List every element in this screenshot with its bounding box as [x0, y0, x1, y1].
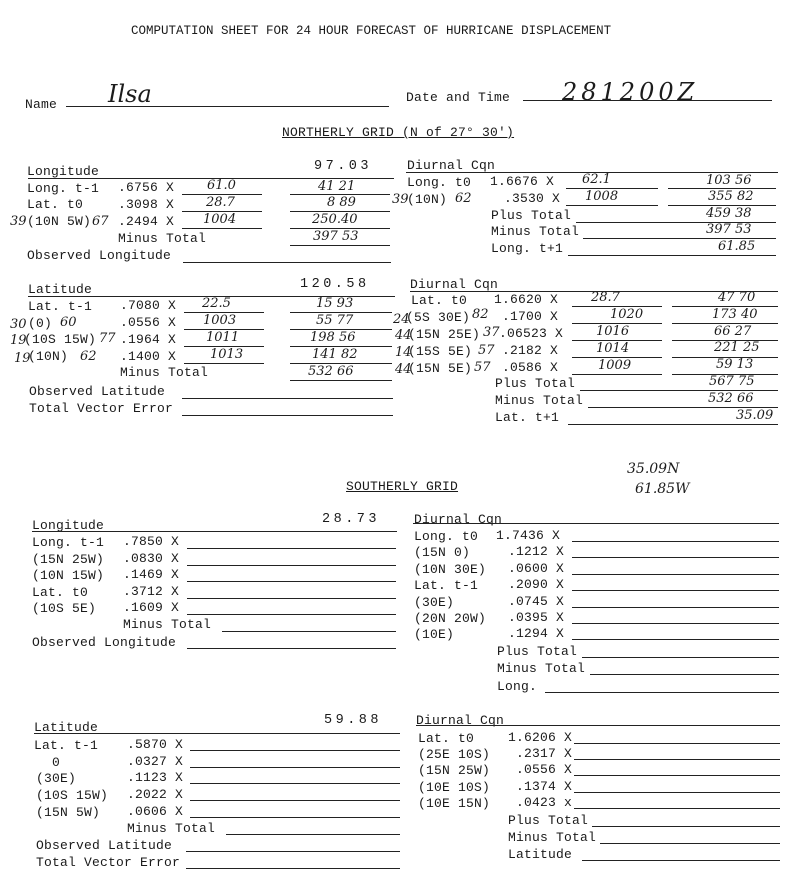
north-lon-diurnal-row0-label: Long. t0 — [407, 175, 472, 190]
south-lon-diurnal-row5-field[interactable] — [572, 623, 779, 624]
north-lat-row3-coef: .1400 X — [120, 349, 177, 364]
south-lon-diurnal-row2-coef: .0600 X — [508, 561, 565, 576]
south-lon-diurnal-row4-field[interactable] — [572, 607, 779, 608]
north-lat-row1-label: (0) — [28, 316, 53, 331]
south-lon-row1-field[interactable] — [187, 565, 396, 566]
north-lon-diurnal-minus-label: Minus Total — [491, 224, 580, 239]
south-lat-row1-coef: .0327 X — [127, 754, 184, 769]
north-lon-row0-product: 41 21 — [318, 179, 356, 194]
north-lat-diurnal-result-value: 35.09 — [736, 408, 774, 423]
north-lat-diurnal-row3-pre: 14 — [395, 345, 412, 360]
south-lon-diurnal-row1-coef: .1212 X — [508, 544, 565, 559]
north-lon-diurnal-result-label: Long. t+1 — [491, 241, 564, 256]
south-lon-diurnal-row4-label: (30E) — [414, 595, 455, 610]
south-lat-diurnal-row1-field[interactable] — [574, 759, 780, 760]
south-lat-diurnal-row0-coef: 1.6206 X — [508, 730, 573, 745]
north-lon-const: 97.03 — [314, 159, 373, 174]
north-lat-diurnal-result-label: Lat. t+1 — [495, 410, 560, 425]
north-lon-row1-product: 8 89 — [327, 195, 356, 210]
north-lat-diurnal-result-field[interactable] — [568, 424, 778, 425]
north-lat-diurnal-row4-value-field[interactable] — [572, 374, 662, 375]
north-lat-row1-post: 60 — [60, 315, 77, 330]
south-lon-row2-label: (10N 15W) — [32, 568, 105, 583]
north-lon-diurnal-result-field[interactable] — [568, 255, 776, 256]
north-lat-minus-field[interactable] — [290, 380, 392, 381]
south-lat-row3-label: (10S 15W) — [36, 788, 109, 803]
south-lat-row3-field[interactable] — [190, 800, 400, 801]
south-lat-diurnal-row2-label: (15N 25W) — [418, 763, 491, 778]
north-lat-row0-coef: .7080 X — [120, 298, 177, 313]
north-lat-diurnal-row3-label: (15S 5E) — [408, 344, 473, 359]
south-lon-row4-label: (10S 5E) — [32, 601, 97, 616]
south-lat-diurnal-result-label: Latitude — [508, 847, 573, 862]
south-lon-diurnal-row1-field[interactable] — [572, 557, 779, 558]
north-lon-diurnal-row0-value: 62.1 — [582, 172, 611, 187]
south-lon-diurnal-row6-coef: .1294 X — [508, 626, 565, 641]
north-lat-observed-label: Observed Latitude — [29, 384, 166, 399]
north-lat-diurnal-head: Diurnal Cqn — [410, 277, 499, 292]
south-lon-diurnal-row3-coef: .2090 X — [508, 577, 565, 592]
north-lat-row3-label: (10N) — [28, 349, 69, 364]
date-label: Date and Time — [406, 90, 511, 105]
south-lon-diurnal-row0-label: Long. t0 — [414, 529, 479, 544]
south-grid-title: SOUTHERLY GRID — [346, 479, 459, 494]
north-lat-diurnal-row3-coef: .2182 X — [502, 343, 559, 358]
north-lon-diurnal-minus-value: 397 53 — [706, 222, 752, 237]
south-lon-diurnal-result-label: Long. — [497, 679, 538, 694]
north-lon-head: Longitude — [27, 164, 100, 179]
south-lat-row1-label: 0 — [52, 755, 61, 770]
south-lon-row3-label: Lat. t0 — [32, 585, 89, 600]
south-lat-row3-coef: .2022 X — [127, 787, 184, 802]
north-lat-minus-value: 532 66 — [308, 364, 354, 379]
south-lon-diurnal-row0-coef: 1.7436 X — [496, 528, 561, 543]
south-lat-diurnal-row1-label: (25E 10S) — [418, 747, 491, 762]
north-lat-row3-value: 1013 — [210, 347, 244, 362]
north-lon-row0-value: 61.0 — [207, 178, 236, 193]
south-lat-const: 59.88 — [324, 713, 383, 728]
south-lon-diurnal-row5-coef: .0395 X — [508, 610, 565, 625]
north-grid-title: NORTHERLY GRID (N of 27° 30') — [282, 125, 515, 140]
south-lat-diurnal-row0-label: Lat. t0 — [418, 731, 475, 746]
south-lat-diurnal-row4-coef: .0423 x — [516, 795, 573, 810]
south-lat-tve-field[interactable] — [186, 868, 400, 869]
north-lat-diurnal-row2-product: 66 27 — [714, 324, 752, 339]
south-lat-diurnal-minus-field[interactable] — [600, 843, 780, 844]
north-lon-diurnal-row0-coef: 1.6676 X — [490, 174, 555, 189]
north-lon-row2-product: 250.40 — [312, 212, 358, 227]
south-lat-row0-field[interactable] — [190, 750, 400, 751]
south-lat-row4-label: (15N 5W) — [36, 805, 101, 820]
north-lat-diurnal-row2-post: 37 — [483, 325, 500, 340]
south-lon-diurnal-plus-label: Plus Total — [497, 644, 578, 659]
north-lat-row3-post: 62 — [80, 349, 97, 364]
north-lat-diurnal-row4-coef: .0586 X — [502, 360, 559, 375]
north-lat-diurnal-row1-pre: 24 — [393, 312, 410, 327]
north-lon-diurnal-head: Diurnal Cqn — [407, 158, 496, 173]
south-lon-diurnal-minus-field[interactable] — [590, 674, 779, 675]
north-lon-observed-field[interactable] — [183, 262, 391, 263]
south-lat-row4-field[interactable] — [190, 817, 400, 818]
south-lon-diurnal-row6-label: (10E) — [414, 627, 455, 642]
south-lat-minus-label: Minus Total — [127, 821, 216, 836]
south-lon-row0-coef: .7850 X — [123, 534, 180, 549]
north-lat-diurnal-row1-label: (5S 30E) — [406, 310, 471, 325]
date-field[interactable] — [523, 100, 772, 101]
north-lat-diurnal-row4-value: 1009 — [598, 358, 632, 373]
north-lat-diurnal-row0-value: 28.7 — [591, 290, 620, 305]
north-lat-row0-label: Lat. t-1 — [28, 299, 93, 314]
north-lat-head: Latitude — [28, 282, 93, 297]
position-note-lon: 61.85W — [635, 481, 690, 497]
north-lat-diurnal-row2-value: 1016 — [596, 324, 630, 339]
south-lat-diurnal-plus-label: Plus Total — [508, 813, 589, 828]
south-lat-row2-coef: .1123 X — [127, 770, 184, 785]
north-lon-diurnal-row1-pre: 39 — [392, 192, 409, 207]
north-lat-row0-value: 22.5 — [202, 296, 231, 311]
south-lat-diurnal-row1-coef: .2317 X — [516, 746, 573, 761]
north-lon-row2-post: 67 — [92, 214, 109, 229]
north-lat-diurnal-row1-product: 173 40 — [712, 307, 758, 322]
south-lon-diurnal-head-line — [413, 523, 779, 524]
south-lon-diurnal-row5-label: (20N 20W) — [414, 611, 487, 626]
south-lat-row2-label: (30E) — [36, 771, 77, 786]
south-lat-diurnal-row3-field[interactable] — [574, 792, 780, 793]
north-lat-diurnal-row4-product: 59 13 — [716, 357, 754, 372]
south-lon-diurnal-row3-field[interactable] — [572, 590, 779, 591]
south-lon-row3-coef: .3712 X — [123, 584, 180, 599]
south-lat-diurnal-row0-field[interactable] — [574, 743, 780, 744]
north-lat-tve-label: Total Vector Error — [29, 401, 174, 416]
south-lon-minus-field[interactable] — [222, 631, 396, 632]
south-lon-observed-label: Observed Longitude — [32, 635, 177, 650]
north-lat-diurnal-row4-post: 57 — [474, 360, 491, 375]
north-lat-diurnal-row2-coef: .06523 X — [499, 326, 564, 341]
south-lon-row2-coef: .1469 X — [123, 567, 180, 582]
north-lat-diurnal-minus-label: Minus Total — [495, 393, 584, 408]
north-lon-row2-label: (10N 5W) — [27, 214, 92, 229]
north-lon-diurnal-row1-value: 1008 — [585, 189, 619, 204]
south-lon-diurnal-row3-label: Lat. t-1 — [414, 578, 479, 593]
name-label: Name — [25, 97, 58, 112]
south-lat-diurnal-row4-label: (10E 15N) — [418, 796, 491, 811]
north-lat-tve-field[interactable] — [182, 415, 393, 416]
north-lon-diurnal-row1-label: (10N) — [407, 192, 448, 207]
north-lon-row1-coef: .3098 X — [118, 197, 175, 212]
south-lat-diurnal-row2-field[interactable] — [574, 775, 780, 776]
north-lat-row3-pre: 19 — [14, 351, 31, 366]
south-lon-row2-field[interactable] — [187, 581, 396, 582]
south-lat-diurnal-plus-field[interactable] — [592, 826, 780, 827]
north-lat-row2-label: (10S 15W) — [24, 332, 97, 347]
south-lon-row3-field[interactable] — [187, 598, 396, 599]
north-lon-row2-pre: 39 — [10, 214, 27, 229]
north-lon-diurnal-result-value: 61.85 — [718, 239, 756, 254]
north-lon-row0-coef: .6756 X — [118, 180, 175, 195]
south-lon-row4-coef: .1609 X — [123, 600, 180, 615]
north-lon-row2-coef: .2494 X — [118, 214, 175, 229]
south-lon-observed-field[interactable] — [187, 648, 396, 649]
north-lat-diurnal-plus-value: 567 75 — [709, 374, 755, 389]
south-lon-minus-label: Minus Total — [123, 617, 212, 632]
north-lon-row2-value-field[interactable] — [182, 228, 262, 229]
north-lat-row2-value: 1011 — [206, 330, 240, 345]
south-lon-diurnal-row6-field[interactable] — [572, 639, 779, 640]
north-lat-observed-field[interactable] — [182, 398, 393, 399]
north-lat-row1-pre: 30 — [10, 317, 27, 332]
south-lat-minus-field[interactable] — [226, 834, 400, 835]
north-lat-diurnal-row4-pre: 44 — [395, 362, 412, 377]
south-lon-row0-label: Long. t-1 — [32, 535, 105, 550]
name-value: Ilsa — [108, 80, 152, 108]
south-lat-row0-coef: .5870 X — [127, 737, 184, 752]
south-lat-head: Latitude — [34, 720, 99, 735]
south-lat-row4-coef: .0606 X — [127, 804, 184, 819]
south-lat-diurnal-row4-field[interactable] — [574, 808, 780, 809]
north-lat-row2-coef: .1964 X — [120, 332, 177, 347]
sheet-title: COMPUTATION SHEET FOR 24 HOUR FORECAST OF HURRICANE DISPLACEMENT — [131, 24, 612, 38]
south-lat-diurnal-minus-label: Minus Total — [508, 830, 597, 845]
south-lon-row4-field[interactable] — [187, 614, 396, 615]
north-lon-diurnal-row1-post: 62 — [455, 191, 472, 206]
south-lon-const-line — [32, 531, 397, 532]
date-value: 281200Z — [562, 78, 699, 106]
south-lat-diurnal-head: Diurnal Cqn — [416, 713, 505, 728]
south-lat-diurnal-row2-coef: .0556 X — [516, 762, 573, 777]
south-lat-observed-field[interactable] — [186, 851, 400, 852]
north-lon-diurnal-row0-product: 103 56 — [706, 173, 752, 188]
north-lat-row2-product: 198 56 — [310, 330, 356, 345]
south-lon-diurnal-plus-field[interactable] — [582, 657, 779, 658]
north-lat-row2-pre: 19 — [10, 333, 27, 348]
south-lon-row0-field[interactable] — [187, 548, 396, 549]
north-lon-row1-value: 28.7 — [206, 195, 235, 210]
north-lat-diurnal-row0-product: 47 70 — [718, 290, 756, 305]
north-lat-row2-post: 77 — [99, 331, 116, 346]
north-lat-diurnal-row1-value: 1020 — [610, 307, 644, 322]
position-note-lat: 35.09N — [627, 461, 680, 477]
north-lat-diurnal-row3-post: 57 — [478, 343, 495, 358]
south-lat-row0-label: Lat. t-1 — [34, 738, 99, 753]
south-lon-row1-coef: .0830 X — [123, 551, 180, 566]
south-lat-row2-field[interactable] — [190, 783, 400, 784]
north-lat-diurnal-row0-coef: 1.6620 X — [494, 292, 559, 307]
north-lat-row1-product: 55 77 — [316, 313, 354, 328]
south-lon-diurnal-head: Diurnal Cqn — [414, 512, 503, 527]
south-lat-diurnal-row3-label: (10E 10S) — [418, 780, 491, 795]
south-lat-diurnal-head-line — [416, 725, 780, 726]
north-lat-diurnal-row1-post: 82 — [472, 307, 489, 322]
north-lon-minus-field[interactable] — [290, 245, 390, 246]
north-lat-row3-value-field[interactable] — [184, 363, 264, 364]
north-lat-row1-value: 1003 — [203, 313, 237, 328]
north-lon-minus-label: Minus Total — [118, 231, 207, 246]
south-lon-diurnal-row0-field[interactable] — [572, 541, 779, 542]
north-lat-diurnal-row1-coef: .1700 X — [502, 309, 559, 324]
south-lon-diurnal-row2-label: (10N 30E) — [414, 562, 487, 577]
north-lat-diurnal-row3-product: 221 25 — [714, 340, 760, 355]
north-lon-diurnal-row1-product: 355 82 — [708, 189, 754, 204]
name-field[interactable] — [66, 106, 389, 107]
south-lon-diurnal-row2-field[interactable] — [572, 574, 779, 575]
north-lon-row0-label: Long. t-1 — [27, 181, 100, 196]
south-lat-const-line — [34, 733, 400, 734]
north-lat-diurnal-row2-pre: 44 — [395, 328, 412, 343]
south-lon-diurnal-result-field[interactable] — [545, 692, 779, 693]
north-lat-diurnal-row2-label: (15N 25E) — [408, 327, 481, 342]
south-lon-head: Longitude — [32, 518, 105, 533]
south-lat-tve-label: Total Vector Error — [36, 855, 181, 870]
north-lat-row3-product: 141 82 — [312, 347, 358, 362]
north-lat-diurnal-minus-value: 532 66 — [708, 391, 754, 406]
north-lat-diurnal-plus-label: Plus Total — [495, 376, 576, 391]
south-lon-diurnal-row4-coef: .0745 X — [508, 594, 565, 609]
south-lon-const: 28.73 — [322, 512, 381, 527]
north-lon-diurnal-plus-value: 459 38 — [706, 206, 752, 221]
north-lon-diurnal-row1-coef: .3530 X — [504, 191, 561, 206]
south-lon-row1-label: (15N 25W) — [32, 552, 105, 567]
north-lat-row0-product: 15 93 — [316, 296, 354, 311]
south-lat-diurnal-result-field[interactable] — [582, 860, 780, 861]
north-lat-diurnal-row0-label: Lat. t0 — [411, 293, 468, 308]
north-lon-observed-label: Observed Longitude — [27, 248, 172, 263]
north-lon-row1-label: Lat. t0 — [27, 197, 84, 212]
north-lat-diurnal-row3-value: 1014 — [596, 341, 630, 356]
north-lon-row2-value: 1004 — [203, 212, 237, 227]
north-lon-minus-value: 397 53 — [313, 229, 359, 244]
north-lat-minus-label: Minus Total — [120, 365, 209, 380]
south-lat-row1-field[interactable] — [190, 767, 400, 768]
south-lon-diurnal-minus-label: Minus Total — [497, 661, 586, 676]
north-lat-const: 120.58 — [300, 277, 370, 292]
south-lon-diurnal-row1-label: (15N 0) — [414, 545, 471, 560]
south-lat-diurnal-row3-coef: .1374 X — [516, 779, 573, 794]
north-lon-diurnal-row1-value-field[interactable] — [566, 205, 658, 206]
north-lon-diurnal-plus-label: Plus Total — [491, 208, 572, 223]
south-lat-observed-label: Observed Latitude — [36, 838, 173, 853]
north-lat-diurnal-row4-label: (15N 5E) — [408, 361, 473, 376]
north-lat-row1-coef: .0556 X — [120, 315, 177, 330]
